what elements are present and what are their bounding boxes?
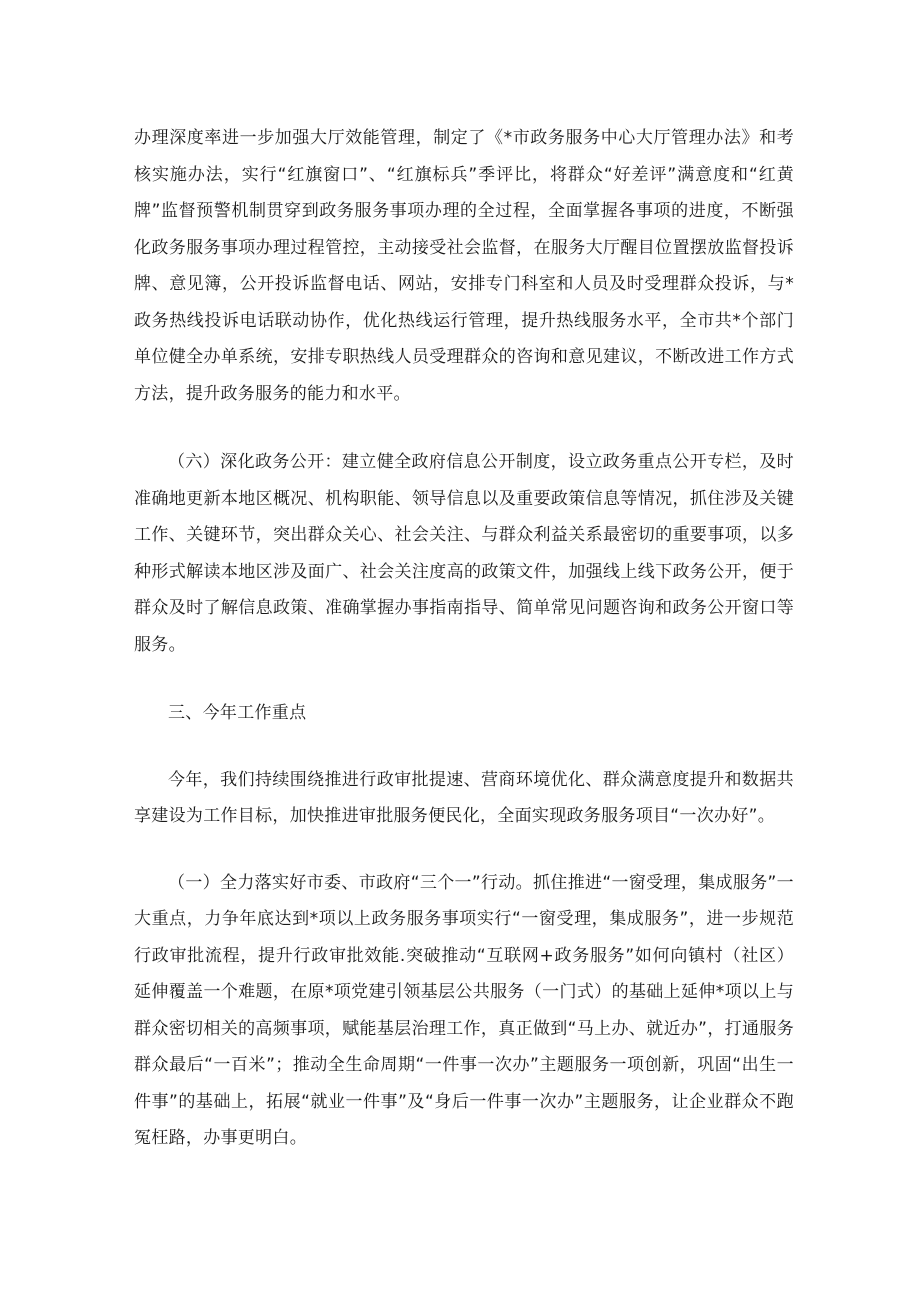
- paragraph-work-goals: 今年，我们持续围绕推进行政审批提速、营商环境优化、群众满意度提升和数据共享建设为工作目标，加快推进审批服务便民化，全面实现政务服务项目“一次办好”。: [134, 769, 794, 826]
- section-heading-work-priorities: 三、今年工作重点: [168, 703, 307, 723]
- paragraph-three-ones-action: （一）全力落实好市委、市政府“三个一”行动。抓住推进“一窗受理，集成服务”一大重点，力争年底达到*项以上政务服务事项实行“一窗受理，集成服务”，进一步规范行政审批流程，提升行政审批效能.突破推动“互联网+政务服务”如何向镇村（社区）延伸覆盖一个难题，在原*项党建引领基层公共服务（一门式）的基础上延伸*项以上与群众密切相关的高频事项，赋能基层治理工作，真正做到“马上办、就近办”，打通服务群众最后“一百米”；推动全生命周期“一件事一次办”主题服务一项创新，巩固“出生一件事”的基础上，拓展“就业一件事”及“身后一件事一次办”主题服务，让企业群众不跑冤枉路，办事更明白。: [134, 872, 794, 1148]
- paragraph-government-affairs-disclosure: （六）深化政务公开：建立健全政府信息公开制度，设立政务重点公开专栏，及时准确地更新本地区概况、机构职能、领导信息以及重要政策信息等情况，抓住涉及关键工作、关键环节，突出群众关心、社会关注、与群众利益关系最密切的重要事项，以多种形式解读本地区涉及面广、社会关注度高的政策文件，加强线上线下政务公开，便于群众及时了解信息政策、准确掌握办事指南指导、简单常见问题咨询和政务公开窗口等服务。: [134, 452, 794, 655]
- paragraph-hall-management: 办理深度率进一步加强大厅效能管理，制定了《*市政务服务中心大厅管理办法》和考核实施办法，实行“红旗窗口”、“红旗标兵”季评比，将群众“好差评”满意度和“红黄牌”监督预警机制贯穿到政务服务事项办理的全过程，全面掌握各事项的进度，不断强化政务服务事项办理过程管控，主动接受社会监督，在服务大厅醒目位置摆放监督投诉牌、意见簿，公开投诉监督电话、网站，安排专门科室和人员及时受理群众投诉，与*政务热线投诉电话联动协作，优化热线运行管理，提升热线服务水平，全市共*个部门单位健全办单系统，安排专职热线人员受理群众的咨询和意见建议，不断改进工作方式方法，提升政务服务的能力和水平。: [134, 128, 794, 404]
- document-body: [134, 120, 794, 1157]
